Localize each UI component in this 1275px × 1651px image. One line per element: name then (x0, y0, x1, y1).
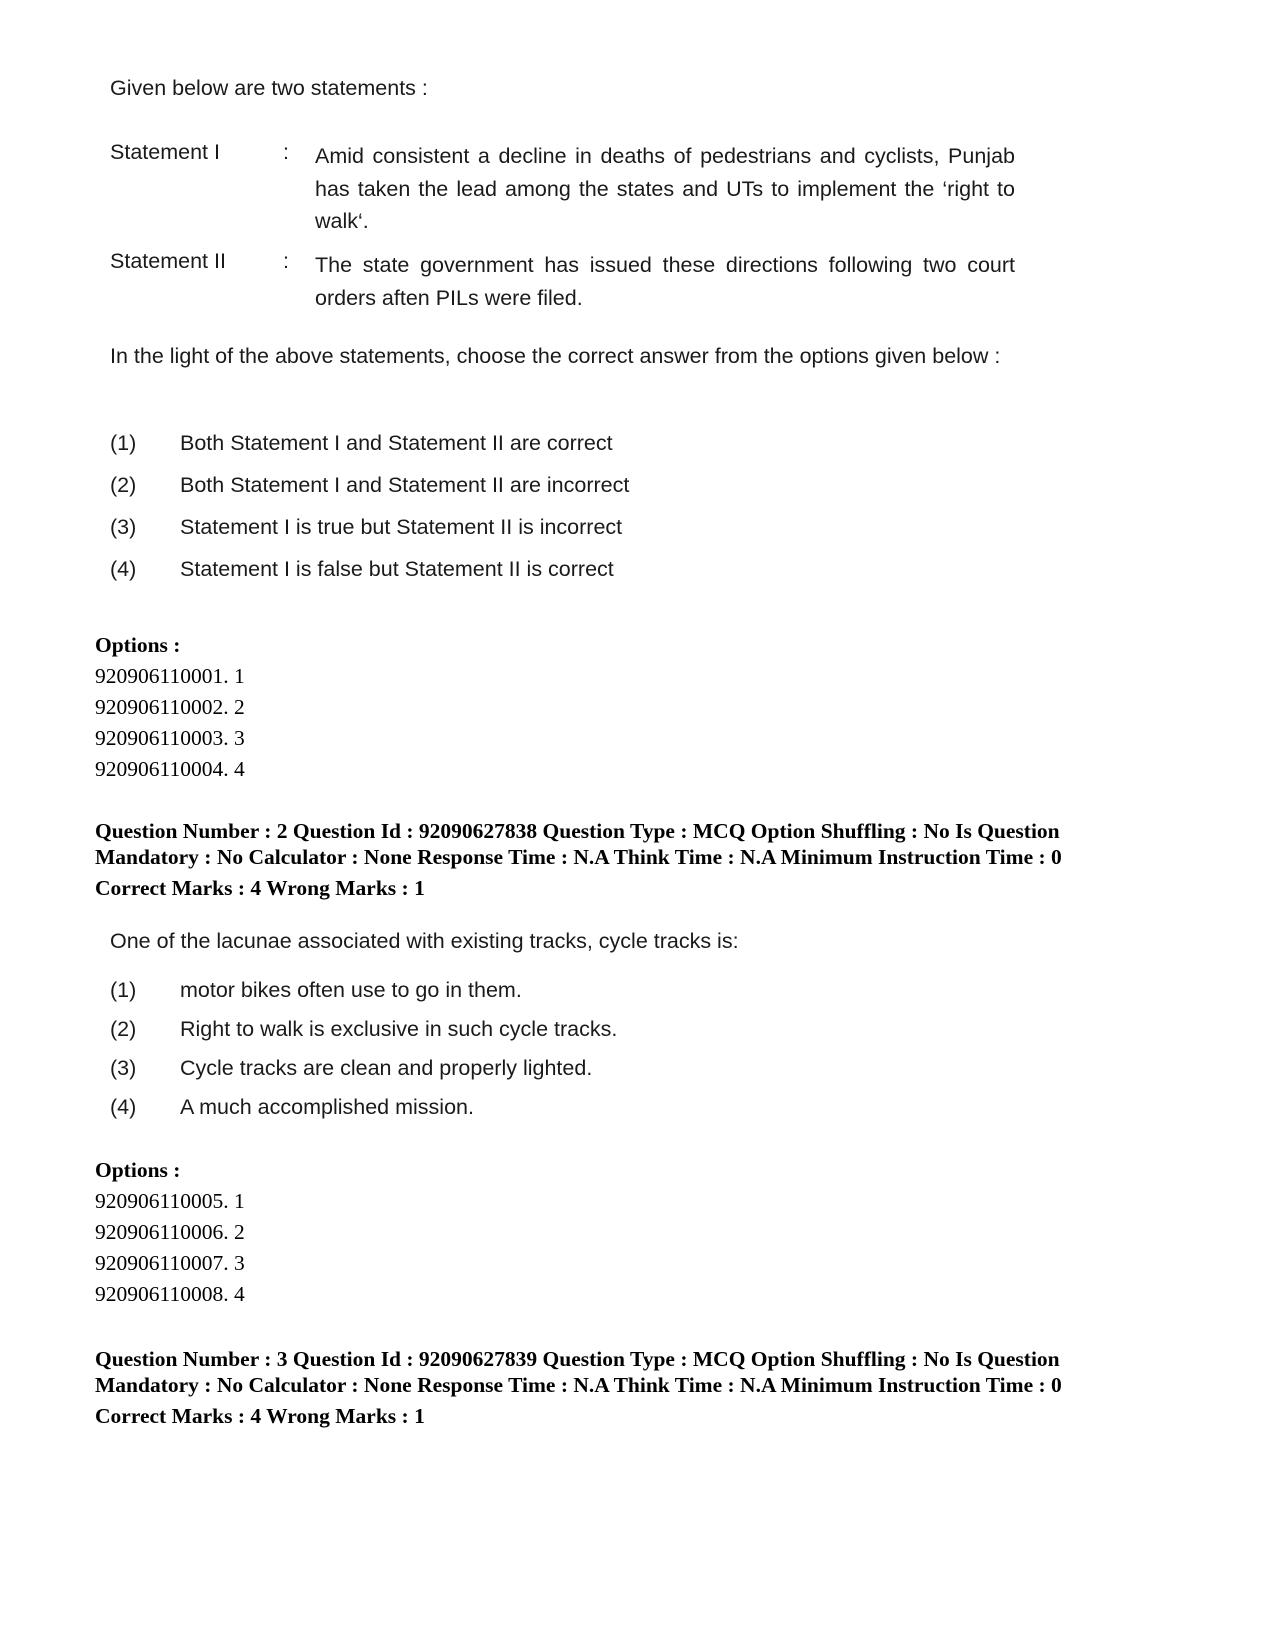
q1-options-label: Options : (95, 633, 181, 657)
q2-choice-number: (4) (110, 1095, 137, 1119)
q2-choice-text: Right to walk is exclusive in such cycle tracks. (180, 1017, 618, 1041)
q2-option-item: 920906110006. 2 (95, 1220, 245, 1244)
q1-choice-text: Statement I is false but Statement II is correct (180, 557, 614, 581)
statement-2-text: The state government has issued these directions following two court orders aften PILs were filed. (315, 253, 1015, 310)
q2-choice-text: A much accomplished mission. (180, 1095, 474, 1119)
q2-choice-text: motor bikes often use to go in them. (180, 978, 522, 1002)
q1-option-item: 920906110002. 2 (95, 695, 245, 719)
q1-option-item: 920906110001. 1 (95, 664, 245, 688)
q2-option-item: 920906110007. 3 (95, 1251, 245, 1275)
statement-2-label: Statement II (110, 249, 226, 273)
q2-choice-number: (1) (110, 978, 137, 1002)
statement-1-text: Amid consistent a decline in deaths of pedestrians and cyclists, Punjab has taken the lead among the states and UTs to implement the ‘right to walk‘. (315, 144, 1015, 233)
q1-choice-number: (3) (110, 515, 137, 539)
q1-choice-number: (2) (110, 473, 137, 497)
statement-1-colon: : (283, 140, 289, 164)
statement-1-label: Statement I (110, 140, 220, 164)
q3-marks: Correct Marks : 4 Wrong Marks : 1 (95, 1404, 425, 1428)
q1-intro: Given below are two statements : (110, 76, 428, 100)
q2-choice-number: (2) (110, 1017, 137, 1041)
q1-choice-number: (1) (110, 431, 137, 455)
q2-choice-text: Cycle tracks are clean and properly lighted. (180, 1056, 593, 1080)
q1-choice-text: Both Statement I and Statement II are incorrect (180, 473, 630, 497)
q1-option-item: 920906110004. 4 (95, 757, 245, 781)
q2-option-item: 920906110005. 1 (95, 1189, 245, 1213)
q2-stem: One of the lacunae associated with existing tracks, cycle tracks is: (110, 929, 739, 953)
q2-option-item: 920906110008. 4 (95, 1282, 245, 1306)
q2-marks: Correct Marks : 4 Wrong Marks : 1 (95, 876, 425, 900)
q1-choice-text: Statement I is true but Statement II is incorrect (180, 515, 623, 539)
q2-options-label: Options : (95, 1158, 181, 1182)
q1-option-item: 920906110003. 3 (95, 726, 245, 750)
q1-choice-number: (4) (110, 557, 137, 581)
q3-header-line-1: Question Number : 3 Question Id : 92090627839 Question Type : MCQ Option Shuffling : No Is Question (95, 1347, 1060, 1371)
q1-choice-text: Both Statement I and Statement II are correct (180, 431, 613, 455)
statement-2-colon: : (283, 249, 289, 273)
q3-header-line-2: Mandatory : No Calculator : None Response Time : N.A Think Time : N.A Minimum Instruction Time : 0 (95, 1373, 1062, 1397)
q2-header-line-1: Question Number : 2 Question Id : 92090627838 Question Type : MCQ Option Shuffling : No Is Question (95, 819, 1060, 843)
q1-prompt: In the light of the above statements, choose the correct answer from the options given below : (110, 344, 1001, 368)
q2-choice-number: (3) (110, 1056, 137, 1080)
q2-header-line-2: Mandatory : No Calculator : None Response Time : N.A Think Time : N.A Minimum Instruction Time : 0 (95, 845, 1062, 869)
